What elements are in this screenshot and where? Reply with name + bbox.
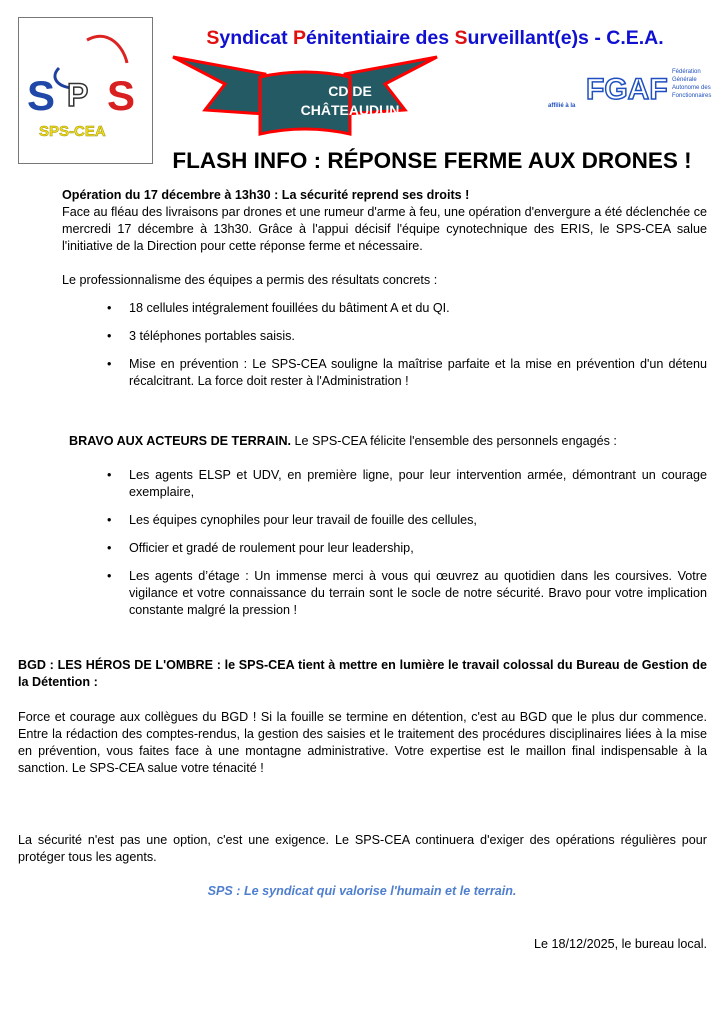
section-text: Le SPS-CEA félicite l'ensemble des personnels engagés :	[291, 434, 617, 448]
svg-text:SPS-CEA: SPS-CEA	[39, 123, 106, 140]
title-part: urveillant(e)s - C.E.A.	[467, 27, 664, 49]
title-part: P	[293, 27, 307, 49]
banner-line1: CD DE	[328, 83, 372, 99]
svg-text:S: S	[107, 72, 136, 119]
fgaf-letters: FGAF	[586, 73, 668, 106]
svg-text:P: P	[67, 77, 89, 113]
fgaf-name	[672, 68, 711, 100]
document-body	[0, 187, 724, 953]
section-bravo	[69, 433, 707, 619]
headline: FLASH INFO : RÉPONSE FERME AUX DRONES !	[172, 148, 692, 173]
list-item: • 3 téléphones portables saisis.	[107, 328, 707, 345]
title-part: S	[206, 27, 220, 49]
closing-paragraph: La sécurité n'est pas une option, c'est une exigence. Le SPS-CEA continuera d'exiger des opérations régulières pour protéger tous les agents.	[18, 833, 707, 864]
list-item: • Les agents d’étage : Un immense merci à vous qui œuvrez au quotidien dans les coursives. Votre vigilance et votre connaissance du terrain sont le socle de notre sécurité. Bravo pour votre implication constante malgré la pression !	[107, 568, 707, 619]
signature: Le 18/12/2025, le bureau local.	[534, 937, 707, 951]
slogan: SPS : Le syndicat qui valorise l'humain et le terrain.	[207, 884, 517, 898]
section-heading: Opération du 17 décembre à 13h30 : La sécurité reprend ses droits !	[62, 188, 470, 202]
title-part: yndicat	[219, 27, 294, 49]
fgaf-line: Générale	[672, 77, 697, 83]
list-item: • 18 cellules intégralement fouillées du bâtiment A et du QI.	[107, 300, 707, 317]
union-title	[160, 27, 710, 50]
paragraph: Le professionnalisme des équipes a permis des résultats concrets :	[62, 273, 438, 287]
fgaf-line: Autonome des	[672, 85, 711, 91]
banner-line2: CHÂTEAUDUN	[300, 102, 400, 118]
affiliation-text: affilié à la	[548, 103, 576, 109]
banner-text	[262, 82, 438, 120]
fgaf-logo	[548, 68, 714, 114]
section-bgd	[18, 657, 707, 777]
fgaf-line: Fonctionnaires	[672, 93, 712, 99]
svg-text:S: S	[27, 72, 56, 119]
title-part: énitentiaire des	[306, 27, 455, 49]
list-item: • Officier et gradé de roulement pour leur leadership,	[107, 540, 707, 557]
sps-logo	[18, 17, 153, 164]
section-operation	[62, 187, 707, 390]
list-item: • Mise en prévention : Le SPS-CEA souligne la maîtrise parfaite et la mise en prévention d'un détenu récalcitrant. La force doit rester à l'Administration !	[107, 356, 707, 390]
list-item: • Les équipes cynophiles pour leur travail de fouille des cellules,	[107, 512, 707, 529]
title-part: S	[454, 27, 468, 49]
paragraph: Force et courage aux collègues du BGD ! Si la fouille se termine en détention, c'est au BGD que le plus dur commence. Entre la rédaction des comptes-rendus, la gestion des saisies et le traitement des procédures disciplinaires liées à la mise en prévention, vous faites face à une montagne administrative. Votre expertise est le maillon final indispensable à la sanction. Le SPS-CEA salue votre ténacité !	[18, 710, 707, 775]
list-item: • Les agents ELSP et UDV, en première ligne, pour leur intervention armée, démontrant un courage exemplaire,	[107, 467, 707, 501]
paragraph: Face au fléau des livraisons par drones et une rumeur d'arme à feu, une opération d'envergure a été déclenchée ce mercredi 17 décembre à 13h30. Grâce à l'appui décisif l'équipe cynotechnique des ERIS, le SPS-CEA salue l'initiative de la Direction pour cette réponse ferme et nécessaire.	[62, 205, 707, 253]
section-heading: BGD : LES HÉROS DE L'OMBRE : le SPS-CEA tient à mettre en lumière le travail colossal du Bureau de Gestion de la Détention :	[18, 658, 707, 689]
section-heading: BRAVO AUX ACTEURS DE TERRAIN.	[69, 434, 292, 448]
fgaf-line: Fédération	[672, 69, 701, 75]
